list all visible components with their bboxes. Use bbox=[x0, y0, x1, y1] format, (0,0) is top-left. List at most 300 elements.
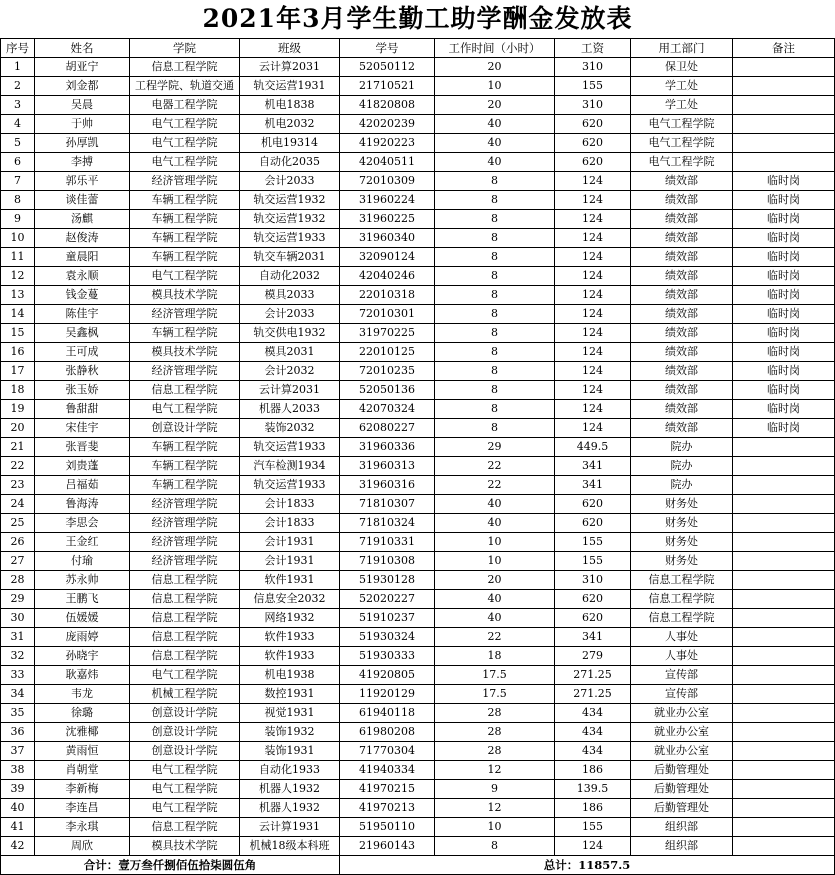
seq-cell: 33 bbox=[1, 666, 35, 685]
class-cell: 云计算1931 bbox=[240, 818, 340, 837]
wage-cell: 434 bbox=[555, 742, 631, 761]
class-cell: 软件1933 bbox=[240, 647, 340, 666]
hours-cell: 8 bbox=[435, 191, 555, 210]
table-row bbox=[1, 153, 835, 172]
department-cell: 人事处 bbox=[631, 647, 733, 666]
hours-cell: 8 bbox=[435, 400, 555, 419]
wage-cell: 155 bbox=[555, 77, 631, 96]
college-cell: 电气工程学院 bbox=[130, 400, 240, 419]
hours-cell: 20 bbox=[435, 571, 555, 590]
name-cell: 汤麒 bbox=[35, 210, 130, 229]
wage-cell: 310 bbox=[555, 58, 631, 77]
hours-cell: 17.5 bbox=[435, 666, 555, 685]
table-row bbox=[1, 115, 835, 134]
college-cell: 信息工程学院 bbox=[130, 818, 240, 837]
seq-cell: 37 bbox=[1, 742, 35, 761]
seq-cell: 4 bbox=[1, 115, 35, 134]
student-id-cell: 52050136 bbox=[340, 381, 435, 400]
class-cell: 会计1833 bbox=[240, 495, 340, 514]
seq-cell: 21 bbox=[1, 438, 35, 457]
remark-cell bbox=[733, 647, 835, 666]
hours-cell: 40 bbox=[435, 134, 555, 153]
class-cell: 轨交运营1932 bbox=[240, 210, 340, 229]
seq-cell: 29 bbox=[1, 590, 35, 609]
student-id-cell: 71770304 bbox=[340, 742, 435, 761]
remark-cell bbox=[733, 134, 835, 153]
remark-cell bbox=[733, 115, 835, 134]
seq-cell: 12 bbox=[1, 267, 35, 286]
seq-cell: 25 bbox=[1, 514, 35, 533]
remark-cell bbox=[733, 666, 835, 685]
college-cell: 车辆工程学院 bbox=[130, 248, 240, 267]
student-id-cell: 61980208 bbox=[340, 723, 435, 742]
table-row bbox=[1, 305, 835, 324]
remark-cell bbox=[733, 153, 835, 172]
student-id-cell: 61940118 bbox=[340, 704, 435, 723]
remark-cell bbox=[733, 590, 835, 609]
wage-cell: 620 bbox=[555, 115, 631, 134]
student-id-cell: 41970213 bbox=[340, 799, 435, 818]
header-seq: 序号 bbox=[1, 39, 35, 58]
student-id-cell: 51930324 bbox=[340, 628, 435, 647]
department-cell: 绩效部 bbox=[631, 324, 733, 343]
wage-cell: 279 bbox=[555, 647, 631, 666]
college-cell: 经济管理学院 bbox=[130, 533, 240, 552]
department-cell: 信息工程学院 bbox=[631, 571, 733, 590]
table-row bbox=[1, 419, 835, 438]
wage-cell: 124 bbox=[555, 191, 631, 210]
name-cell: 吴鑫枫 bbox=[35, 324, 130, 343]
header-name: 姓名 bbox=[35, 39, 130, 58]
wage-cell: 620 bbox=[555, 153, 631, 172]
name-cell: 王鹏飞 bbox=[35, 590, 130, 609]
wage-cell: 155 bbox=[555, 533, 631, 552]
student-id-cell: 72010309 bbox=[340, 172, 435, 191]
table-row bbox=[1, 704, 835, 723]
class-cell: 网络1932 bbox=[240, 609, 340, 628]
class-cell: 轨交车辆2031 bbox=[240, 248, 340, 267]
seq-cell: 38 bbox=[1, 761, 35, 780]
name-cell: 孙晓宇 bbox=[35, 647, 130, 666]
name-cell: 黄雨恒 bbox=[35, 742, 130, 761]
hours-cell: 17.5 bbox=[435, 685, 555, 704]
table-row bbox=[1, 723, 835, 742]
class-cell: 机器人1932 bbox=[240, 799, 340, 818]
remark-cell: 临时岗 bbox=[733, 381, 835, 400]
class-cell: 信息安全2032 bbox=[240, 590, 340, 609]
college-cell: 车辆工程学院 bbox=[130, 229, 240, 248]
department-cell: 绩效部 bbox=[631, 172, 733, 191]
remark-cell: 临时岗 bbox=[733, 248, 835, 267]
seq-cell: 2 bbox=[1, 77, 35, 96]
hours-cell: 8 bbox=[435, 286, 555, 305]
college-cell: 经济管理学院 bbox=[130, 514, 240, 533]
remark-cell bbox=[733, 571, 835, 590]
hours-cell: 10 bbox=[435, 552, 555, 571]
table-row bbox=[1, 286, 835, 305]
wage-cell: 124 bbox=[555, 248, 631, 267]
wage-cell: 124 bbox=[555, 324, 631, 343]
name-cell: 吕福茹 bbox=[35, 476, 130, 495]
name-cell: 于帅 bbox=[35, 115, 130, 134]
table-row bbox=[1, 628, 835, 647]
hours-cell: 8 bbox=[435, 343, 555, 362]
name-cell: 钱金蔓 bbox=[35, 286, 130, 305]
remark-cell bbox=[733, 58, 835, 77]
name-cell: 吴晨 bbox=[35, 96, 130, 115]
hours-cell: 8 bbox=[435, 229, 555, 248]
seq-cell: 39 bbox=[1, 780, 35, 799]
table-row bbox=[1, 514, 835, 533]
student-id-cell: 72010235 bbox=[340, 362, 435, 381]
hours-cell: 40 bbox=[435, 609, 555, 628]
student-id-cell: 62080227 bbox=[340, 419, 435, 438]
seq-cell: 42 bbox=[1, 837, 35, 856]
class-cell: 机械18级本科班 bbox=[240, 837, 340, 856]
hours-cell: 8 bbox=[435, 305, 555, 324]
class-cell: 云计算2031 bbox=[240, 58, 340, 77]
table-row bbox=[1, 495, 835, 514]
remark-cell: 临时岗 bbox=[733, 305, 835, 324]
seq-cell: 17 bbox=[1, 362, 35, 381]
department-cell: 财务处 bbox=[631, 514, 733, 533]
seq-cell: 18 bbox=[1, 381, 35, 400]
class-cell: 自动化1933 bbox=[240, 761, 340, 780]
department-cell: 组织部 bbox=[631, 818, 733, 837]
wage-cell: 186 bbox=[555, 761, 631, 780]
department-cell: 绩效部 bbox=[631, 400, 733, 419]
department-cell: 院办 bbox=[631, 476, 733, 495]
wage-cell: 620 bbox=[555, 590, 631, 609]
student-id-cell: 42040511 bbox=[340, 153, 435, 172]
total-row bbox=[1, 856, 835, 875]
seq-cell: 41 bbox=[1, 818, 35, 837]
remark-cell: 临时岗 bbox=[733, 324, 835, 343]
table-row bbox=[1, 590, 835, 609]
department-cell: 宣传部 bbox=[631, 666, 733, 685]
table-row bbox=[1, 191, 835, 210]
hours-cell: 22 bbox=[435, 476, 555, 495]
table-row bbox=[1, 533, 835, 552]
wage-cell: 124 bbox=[555, 229, 631, 248]
hours-cell: 10 bbox=[435, 533, 555, 552]
seq-cell: 11 bbox=[1, 248, 35, 267]
header-wage: 工资 bbox=[555, 39, 631, 58]
college-cell: 信息工程学院 bbox=[130, 647, 240, 666]
department-cell: 绩效部 bbox=[631, 381, 733, 400]
table-row bbox=[1, 267, 835, 286]
department-cell: 绩效部 bbox=[631, 305, 733, 324]
college-cell: 电气工程学院 bbox=[130, 666, 240, 685]
student-id-cell: 42040246 bbox=[340, 267, 435, 286]
table-row bbox=[1, 362, 835, 381]
hours-cell: 8 bbox=[435, 362, 555, 381]
name-cell: 郭乐平 bbox=[35, 172, 130, 191]
total-in-words: 合计：壹万叁仟捌佰伍拾柒圆伍角 bbox=[1, 856, 340, 875]
college-cell: 信息工程学院 bbox=[130, 381, 240, 400]
table-row bbox=[1, 837, 835, 856]
seq-cell: 16 bbox=[1, 343, 35, 362]
seq-cell: 32 bbox=[1, 647, 35, 666]
table-row bbox=[1, 571, 835, 590]
name-cell: 苏永帅 bbox=[35, 571, 130, 590]
table-row bbox=[1, 172, 835, 191]
table-row bbox=[1, 818, 835, 837]
hours-cell: 8 bbox=[435, 837, 555, 856]
name-cell: 鲁海涛 bbox=[35, 495, 130, 514]
remark-cell bbox=[733, 514, 835, 533]
class-cell: 软件1933 bbox=[240, 628, 340, 647]
header-remark: 备注 bbox=[733, 39, 835, 58]
seq-cell: 7 bbox=[1, 172, 35, 191]
student-id-cell: 41920223 bbox=[340, 134, 435, 153]
table-row bbox=[1, 666, 835, 685]
department-cell: 组织部 bbox=[631, 837, 733, 856]
class-cell: 自动化2032 bbox=[240, 267, 340, 286]
college-cell: 信息工程学院 bbox=[130, 590, 240, 609]
department-cell: 电气工程学院 bbox=[631, 153, 733, 172]
department-cell: 保卫处 bbox=[631, 58, 733, 77]
name-cell: 沈雅椰 bbox=[35, 723, 130, 742]
college-cell: 车辆工程学院 bbox=[130, 457, 240, 476]
table-row bbox=[1, 457, 835, 476]
wage-cell: 124 bbox=[555, 210, 631, 229]
department-cell: 宣传部 bbox=[631, 685, 733, 704]
table-row bbox=[1, 229, 835, 248]
wage-cell: 620 bbox=[555, 514, 631, 533]
department-cell: 绩效部 bbox=[631, 286, 733, 305]
college-cell: 电气工程学院 bbox=[130, 761, 240, 780]
hours-cell: 8 bbox=[435, 210, 555, 229]
department-cell: 绩效部 bbox=[631, 248, 733, 267]
hours-cell: 8 bbox=[435, 267, 555, 286]
total-amount: 总计：11857.5 bbox=[340, 856, 835, 875]
student-id-cell: 41970215 bbox=[340, 780, 435, 799]
student-id-cell: 71910308 bbox=[340, 552, 435, 571]
department-cell: 绩效部 bbox=[631, 362, 733, 381]
table-row bbox=[1, 476, 835, 495]
remark-cell bbox=[733, 704, 835, 723]
student-id-cell: 41940334 bbox=[340, 761, 435, 780]
seq-cell: 23 bbox=[1, 476, 35, 495]
department-cell: 电气工程学院 bbox=[631, 115, 733, 134]
seq-cell: 13 bbox=[1, 286, 35, 305]
class-cell: 机电1938 bbox=[240, 666, 340, 685]
department-cell: 后勤管理处 bbox=[631, 761, 733, 780]
remark-cell: 临时岗 bbox=[733, 229, 835, 248]
remark-cell bbox=[733, 476, 835, 495]
student-id-cell: 72010301 bbox=[340, 305, 435, 324]
class-cell: 软件1931 bbox=[240, 571, 340, 590]
table-row bbox=[1, 343, 835, 362]
wage-cell: 434 bbox=[555, 723, 631, 742]
student-id-cell: 11920129 bbox=[340, 685, 435, 704]
table-row bbox=[1, 77, 835, 96]
college-cell: 模具技术学院 bbox=[130, 837, 240, 856]
department-cell: 财务处 bbox=[631, 552, 733, 571]
department-cell: 绩效部 bbox=[631, 229, 733, 248]
seq-cell: 9 bbox=[1, 210, 35, 229]
hours-cell: 40 bbox=[435, 495, 555, 514]
department-cell: 就业办公室 bbox=[631, 723, 733, 742]
table-row bbox=[1, 324, 835, 343]
wage-cell: 449.5 bbox=[555, 438, 631, 457]
hours-cell: 9 bbox=[435, 780, 555, 799]
class-cell: 会计1833 bbox=[240, 514, 340, 533]
wage-cell: 620 bbox=[555, 495, 631, 514]
table-row bbox=[1, 96, 835, 115]
wage-cell: 155 bbox=[555, 818, 631, 837]
college-cell: 经济管理学院 bbox=[130, 305, 240, 324]
student-id-cell: 52050112 bbox=[340, 58, 435, 77]
hours-cell: 40 bbox=[435, 514, 555, 533]
college-cell: 车辆工程学院 bbox=[130, 438, 240, 457]
student-id-cell: 42070324 bbox=[340, 400, 435, 419]
class-cell: 轨交运营1932 bbox=[240, 191, 340, 210]
student-id-cell: 21960143 bbox=[340, 837, 435, 856]
name-cell: 鲁甜甜 bbox=[35, 400, 130, 419]
college-cell: 车辆工程学院 bbox=[130, 191, 240, 210]
seq-cell: 22 bbox=[1, 457, 35, 476]
department-cell: 就业办公室 bbox=[631, 704, 733, 723]
wage-cell: 620 bbox=[555, 134, 631, 153]
table-row bbox=[1, 799, 835, 818]
class-cell: 会计2032 bbox=[240, 362, 340, 381]
remark-cell: 临时岗 bbox=[733, 419, 835, 438]
class-cell: 轨交运营1933 bbox=[240, 229, 340, 248]
table-row bbox=[1, 381, 835, 400]
wage-cell: 341 bbox=[555, 628, 631, 647]
hours-cell: 22 bbox=[435, 628, 555, 647]
name-cell: 孙厚凯 bbox=[35, 134, 130, 153]
college-cell: 经济管理学院 bbox=[130, 362, 240, 381]
class-cell: 轨交供电1932 bbox=[240, 324, 340, 343]
hours-cell: 10 bbox=[435, 77, 555, 96]
remark-cell bbox=[733, 742, 835, 761]
class-cell: 模具2031 bbox=[240, 343, 340, 362]
college-cell: 工程学院、轨道交通 bbox=[130, 77, 240, 96]
wage-cell: 124 bbox=[555, 305, 631, 324]
seq-cell: 31 bbox=[1, 628, 35, 647]
wage-cell: 124 bbox=[555, 267, 631, 286]
college-cell: 信息工程学院 bbox=[130, 58, 240, 77]
wage-cell: 124 bbox=[555, 362, 631, 381]
wage-cell: 124 bbox=[555, 286, 631, 305]
department-cell: 就业办公室 bbox=[631, 742, 733, 761]
college-cell: 电器工程学院 bbox=[130, 96, 240, 115]
wage-cell: 155 bbox=[555, 552, 631, 571]
name-cell: 胡亚宁 bbox=[35, 58, 130, 77]
name-cell: 李连昌 bbox=[35, 799, 130, 818]
department-cell: 人事处 bbox=[631, 628, 733, 647]
seq-cell: 20 bbox=[1, 419, 35, 438]
class-cell: 轨交运营1933 bbox=[240, 438, 340, 457]
student-id-cell: 32090124 bbox=[340, 248, 435, 267]
department-cell: 后勤管理处 bbox=[631, 780, 733, 799]
name-cell: 付瑜 bbox=[35, 552, 130, 571]
remark-cell bbox=[733, 780, 835, 799]
remark-cell bbox=[733, 96, 835, 115]
hours-cell: 8 bbox=[435, 324, 555, 343]
name-cell: 李搏 bbox=[35, 153, 130, 172]
student-id-cell: 21710521 bbox=[340, 77, 435, 96]
college-cell: 电气工程学院 bbox=[130, 780, 240, 799]
seq-cell: 15 bbox=[1, 324, 35, 343]
header-student-id: 学号 bbox=[340, 39, 435, 58]
header-class: 班级 bbox=[240, 39, 340, 58]
class-cell: 轨交运营1933 bbox=[240, 476, 340, 495]
department-cell: 电气工程学院 bbox=[631, 134, 733, 153]
student-id-cell: 71810324 bbox=[340, 514, 435, 533]
seq-cell: 1 bbox=[1, 58, 35, 77]
remark-cell bbox=[733, 799, 835, 818]
department-cell: 学工处 bbox=[631, 96, 733, 115]
college-cell: 机械工程学院 bbox=[130, 685, 240, 704]
wage-cell: 434 bbox=[555, 704, 631, 723]
wage-cell: 124 bbox=[555, 837, 631, 856]
college-cell: 电气工程学院 bbox=[130, 267, 240, 286]
header-department: 用工部门 bbox=[631, 39, 733, 58]
remark-cell bbox=[733, 533, 835, 552]
department-cell: 学工处 bbox=[631, 77, 733, 96]
student-id-cell: 22010318 bbox=[340, 286, 435, 305]
department-cell: 院办 bbox=[631, 457, 733, 476]
college-cell: 信息工程学院 bbox=[130, 628, 240, 647]
table-row bbox=[1, 134, 835, 153]
student-id-cell: 71810307 bbox=[340, 495, 435, 514]
wage-cell: 186 bbox=[555, 799, 631, 818]
hours-cell: 8 bbox=[435, 248, 555, 267]
college-cell: 车辆工程学院 bbox=[130, 210, 240, 229]
remark-cell bbox=[733, 628, 835, 647]
department-cell: 财务处 bbox=[631, 533, 733, 552]
class-cell: 云计算2031 bbox=[240, 381, 340, 400]
name-cell: 童晨阳 bbox=[35, 248, 130, 267]
table-row bbox=[1, 647, 835, 666]
remark-cell: 临时岗 bbox=[733, 210, 835, 229]
hours-cell: 28 bbox=[435, 742, 555, 761]
remark-cell bbox=[733, 495, 835, 514]
name-cell: 王可成 bbox=[35, 343, 130, 362]
college-cell: 电气工程学院 bbox=[130, 153, 240, 172]
hours-cell: 40 bbox=[435, 590, 555, 609]
name-cell: 张静秋 bbox=[35, 362, 130, 381]
department-cell: 绩效部 bbox=[631, 267, 733, 286]
name-cell: 韦龙 bbox=[35, 685, 130, 704]
class-cell: 轨交运营1931 bbox=[240, 77, 340, 96]
remark-cell bbox=[733, 685, 835, 704]
name-cell: 李新梅 bbox=[35, 780, 130, 799]
seq-cell: 10 bbox=[1, 229, 35, 248]
table-row bbox=[1, 210, 835, 229]
sheet-title: 2021年3月学生勤工助学酬金发放表 bbox=[202, 4, 633, 33]
remark-cell: 临时岗 bbox=[733, 191, 835, 210]
header-hours: 工作时间（小时） bbox=[435, 39, 555, 58]
wage-cell: 271.25 bbox=[555, 666, 631, 685]
department-cell: 财务处 bbox=[631, 495, 733, 514]
remark-cell bbox=[733, 609, 835, 628]
class-cell: 会计2033 bbox=[240, 305, 340, 324]
name-cell: 赵俊涛 bbox=[35, 229, 130, 248]
department-cell: 绩效部 bbox=[631, 191, 733, 210]
hours-cell: 12 bbox=[435, 799, 555, 818]
remark-cell: 临时岗 bbox=[733, 400, 835, 419]
wage-cell: 271.25 bbox=[555, 685, 631, 704]
table-header-row bbox=[1, 39, 835, 58]
seq-cell: 6 bbox=[1, 153, 35, 172]
college-cell: 电气工程学院 bbox=[130, 134, 240, 153]
college-cell: 创意设计学院 bbox=[130, 742, 240, 761]
